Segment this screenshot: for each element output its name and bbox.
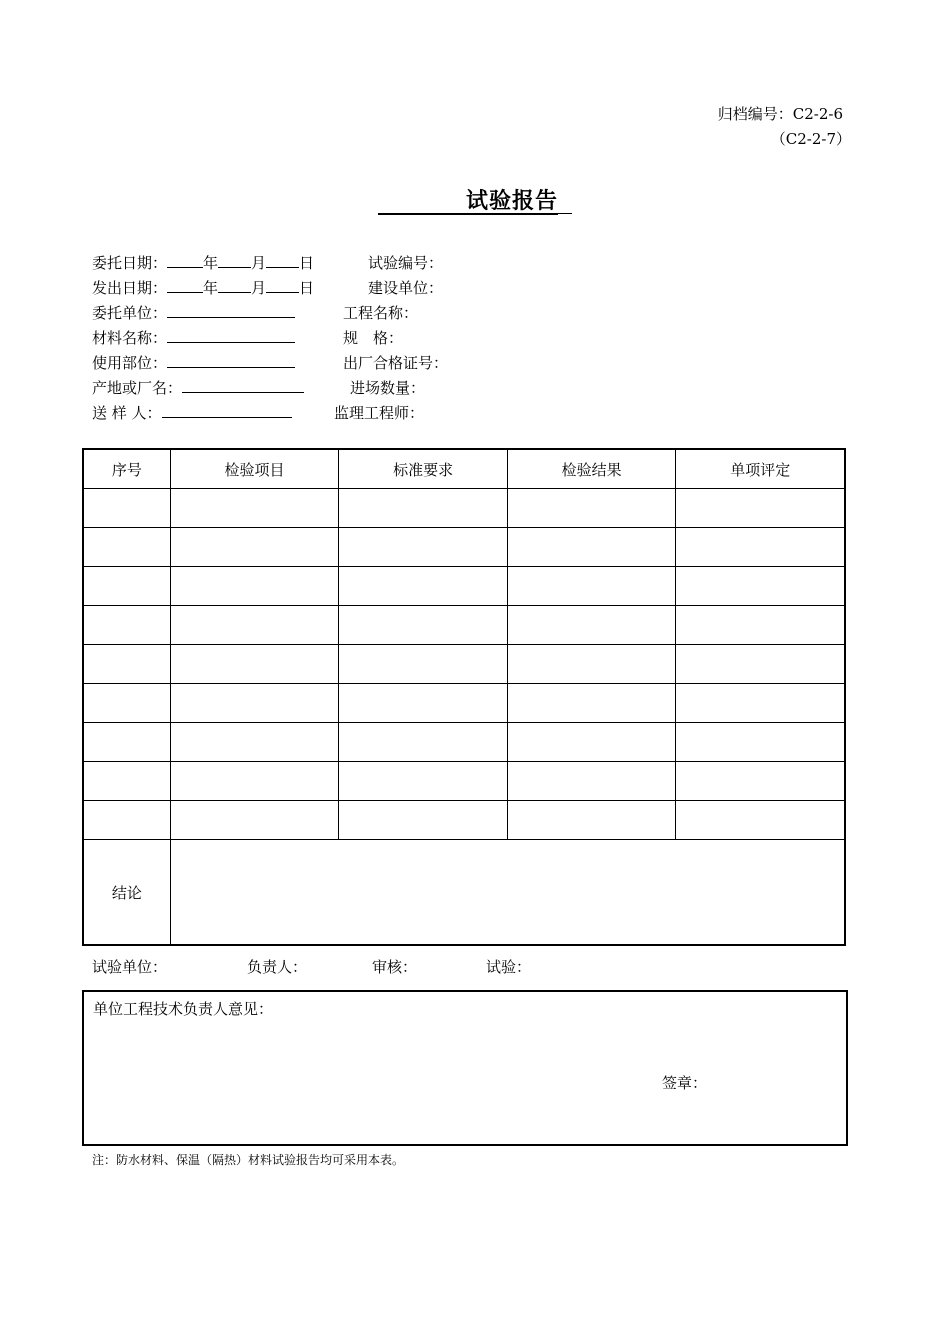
opinion-label: 单位工程技术负责人意见： <box>93 1000 274 1018</box>
table-cell[interactable] <box>339 723 508 762</box>
table-cell[interactable] <box>170 723 339 762</box>
header-result: 检验结果 <box>507 449 676 489</box>
table-cell[interactable] <box>170 762 339 801</box>
page-title <box>378 184 558 215</box>
table-row <box>83 801 845 840</box>
table-cell[interactable] <box>83 684 170 723</box>
month-label: 月 <box>251 254 267 272</box>
entrust-date-label: 委托日期： <box>92 254 168 272</box>
header-serial: 序号 <box>83 449 170 489</box>
table-cell[interactable] <box>676 723 845 762</box>
use-part-field <box>92 352 295 373</box>
table-cell[interactable] <box>676 489 845 528</box>
title-text: 试验报告 <box>466 189 559 214</box>
project-name-label: 工程名称： <box>343 304 419 322</box>
table-row <box>83 489 845 528</box>
footnote: 注：防水材料、保温（隔热）材料试验报告均可采用本表。 <box>92 1153 405 1167</box>
origin-field <box>92 377 304 398</box>
entrust-month-blank[interactable] <box>218 253 251 268</box>
table-header-row <box>83 449 845 489</box>
table-cell[interactable] <box>339 528 508 567</box>
table-cell[interactable] <box>507 489 676 528</box>
table-cell[interactable] <box>507 684 676 723</box>
table-cell[interactable] <box>676 567 845 606</box>
table-row <box>83 528 845 567</box>
table-cell[interactable] <box>83 489 170 528</box>
table-cell[interactable] <box>507 801 676 840</box>
table-row <box>83 762 845 801</box>
table-cell[interactable] <box>339 801 508 840</box>
sender-label: 送 样 人： <box>92 404 162 422</box>
table-cell[interactable] <box>507 645 676 684</box>
issue-year-blank[interactable] <box>167 278 203 293</box>
table-cell[interactable] <box>507 723 676 762</box>
table-row <box>83 645 845 684</box>
day-label: 日 <box>299 254 315 272</box>
year-label: 年 <box>203 279 219 297</box>
table-cell[interactable] <box>339 684 508 723</box>
table-cell[interactable] <box>83 723 170 762</box>
origin-label: 产地或厂名： <box>92 379 183 397</box>
issue-date-field <box>92 277 314 298</box>
table-row <box>83 567 845 606</box>
table-cell[interactable] <box>170 606 339 645</box>
table-cell[interactable] <box>170 684 339 723</box>
table-cell[interactable] <box>507 528 676 567</box>
issue-date-label: 发出日期： <box>92 279 168 297</box>
test-results-table <box>82 448 846 946</box>
table-cell[interactable] <box>170 801 339 840</box>
table-cell[interactable] <box>339 606 508 645</box>
material-name-field <box>92 327 295 348</box>
entrust-unit-field <box>92 302 295 323</box>
table-cell[interactable] <box>339 489 508 528</box>
table-cell[interactable] <box>170 528 339 567</box>
header-standard: 标准要求 <box>339 449 508 489</box>
table-cell[interactable] <box>170 567 339 606</box>
table-cell[interactable] <box>83 762 170 801</box>
supervisor-label: 监理工程师： <box>334 404 425 422</box>
table-cell[interactable] <box>83 528 170 567</box>
table-cell[interactable] <box>507 606 676 645</box>
entry-quantity-label: 进场数量： <box>350 379 426 397</box>
seal-label: 签章： <box>662 1074 708 1092</box>
spec-label: 规 格： <box>343 329 404 347</box>
person-in-charge-label: 负责人： <box>247 958 308 976</box>
conclusion-row <box>83 840 845 946</box>
use-part-label: 使用部位： <box>92 354 168 372</box>
table-cell[interactable] <box>676 762 845 801</box>
technical-opinion-box[interactable] <box>82 990 848 1146</box>
table-cell[interactable] <box>676 645 845 684</box>
table-cell[interactable] <box>339 762 508 801</box>
table-row <box>83 606 845 645</box>
table-cell[interactable] <box>676 528 845 567</box>
build-unit-label: 建设单位： <box>368 279 444 297</box>
header-evaluation: 单项评定 <box>676 449 845 489</box>
archive-number: 归档编号：C2-2-6 <box>717 105 843 123</box>
origin-blank[interactable] <box>182 378 304 393</box>
title-blank-line <box>378 190 466 215</box>
table-cell[interactable] <box>83 567 170 606</box>
material-name-label: 材料名称： <box>92 329 168 347</box>
table-cell[interactable] <box>83 606 170 645</box>
title-double-underline <box>378 213 572 214</box>
table-cell[interactable] <box>507 762 676 801</box>
review-label: 审核： <box>372 958 418 976</box>
use-part-blank[interactable] <box>167 353 295 368</box>
conclusion-label: 结论 <box>83 840 170 946</box>
table-row <box>83 723 845 762</box>
entrust-date-field <box>92 252 314 273</box>
table-cell[interactable] <box>83 645 170 684</box>
table-cell[interactable] <box>676 684 845 723</box>
entrust-unit-blank[interactable] <box>167 303 295 318</box>
sender-field <box>92 402 292 423</box>
table-cell[interactable] <box>676 801 845 840</box>
table-row <box>83 684 845 723</box>
table-cell[interactable] <box>170 489 339 528</box>
test-unit-label: 试验单位： <box>92 958 168 976</box>
day-label: 日 <box>299 279 315 297</box>
issue-day-blank[interactable] <box>266 278 299 293</box>
entrust-year-blank[interactable] <box>167 253 203 268</box>
table-cell[interactable] <box>83 801 170 840</box>
entrust-day-blank[interactable] <box>266 253 299 268</box>
conclusion-cell[interactable] <box>170 840 845 946</box>
issue-month-blank[interactable] <box>218 278 251 293</box>
test-number-label: 试验编号： <box>368 254 444 272</box>
entrust-unit-label: 委托单位： <box>92 304 168 322</box>
month-label: 月 <box>251 279 267 297</box>
table-cell[interactable] <box>507 567 676 606</box>
year-label: 年 <box>203 254 219 272</box>
table-cell[interactable] <box>339 567 508 606</box>
table-cell[interactable] <box>339 645 508 684</box>
archive-number-alt: （C2-2-7） <box>770 130 851 148</box>
table-cell[interactable] <box>170 645 339 684</box>
table-cell[interactable] <box>676 606 845 645</box>
factory-cert-label: 出厂合格证号： <box>343 354 449 372</box>
sender-blank[interactable] <box>162 403 292 418</box>
material-name-blank[interactable] <box>167 328 295 343</box>
tester-label: 试验： <box>486 958 532 976</box>
header-test-item: 检验项目 <box>170 449 339 489</box>
